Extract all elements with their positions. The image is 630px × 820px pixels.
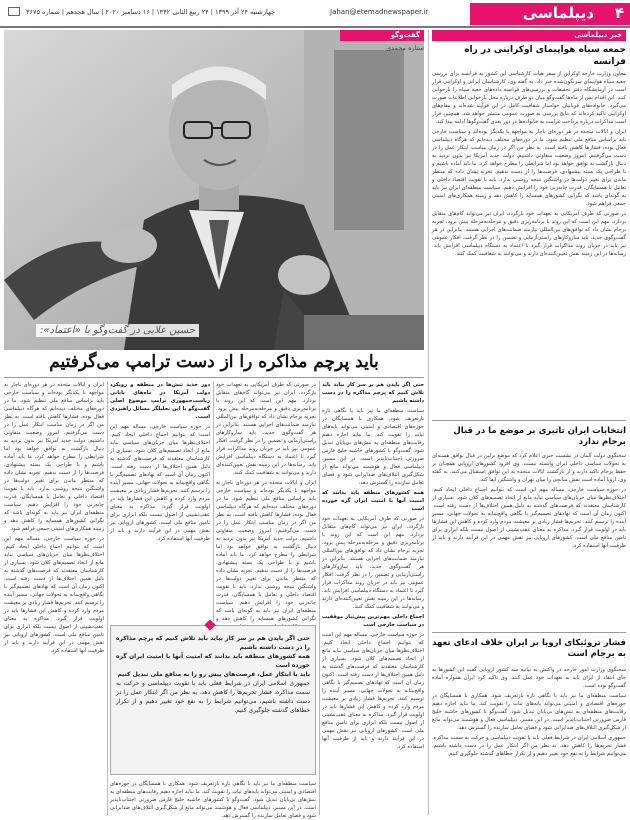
newspaper-logo-icon <box>8 7 20 16</box>
side-story-3-text-c: جمهوری اسلامی ایران در شرایط فعلی باید با تقویت دیپلماسی و حرکت به سمت مذاکره، فشار تحریم‌ها را کاهش دهد. به نظر من اگر ابتکار عمل را در دست داشته باشیم، می‌توانیم شرایط را به نفع خود تغییر دهیم و از تکرار خطاهای گذشته جلوگیری کنیم. <box>432 735 626 757</box>
column-divider <box>107 381 108 815</box>
side-story-2-title: انتخابات ایران تاثیری بر موضع ما در قبال برجام ندارد <box>453 426 626 447</box>
interview-label: گفت‌وگو <box>340 30 424 41</box>
side-story-1-text-b: ایران و ایالات متحده در هر دوره‌ای ناچار به مواجهه با یکدیگر بوده‌اند و سیاست خارجی باید براساس منافع ملی تنظیم شود. ما در دوره‌های مختلف دیده‌ایم که هرگاه دیپلماسی فعال بوده، فشارها کاهش یافته است. به نظر من اگر در زمان مناسب ابتکار عمل را در دست می‌گرفتیم، امروز وضعیت متفاوتی داشتیم. دولت جدید آمریکا نیز بدون تردید به دنبال بازگشت به توافق خواهد بود اما شرایطی را مطرح خواهد کرد. ما باید آماده باشیم و با طراحی یک بسته پیشنهادی، فرصت‌ها را از دست ندهیم. تجربه نشان داده که منتظر ماندن برای تغییر دولت‌ها در واشنگتن نتیجه روشنی ندارد. باید با تقویت اقتصاد داخلی و تعامل با همسایگان، قدرت چانه‌زنی خود را افزایش دهیم. سیاست منطقه‌ای ایران نیز باید به گونه‌ای باشد که نگرانی کشورهای همسایه را کاهش دهد و زمینه همکاری‌های امنیتی جمعی فراهم شود. <box>432 129 626 207</box>
article-text-3b: ایران و ایالات متحده در هر دوره‌ای ناچار به مواجهه با یکدیگر بوده‌اند و سیاست خارجی باید براساس منافع ملی تنظیم شود. ما در دوره‌های مختلف دیده‌ایم که هرگاه دیپلماسی فعال بوده، فشارها کاهش یافته است. به نظر من اگر در زمان مناسب ابتکار عمل را در دست می‌گرفتیم، امروز وضعیت متفاوتی داشتیم. دولت جدید آمریکا نیز بدون تردید به دنبال بازگشت به توافق خواهد بود اما شرایطی را مطرح خواهد کرد. ما باید آماده باشیم و با طراحی یک بسته پیشنهادی، فرصت‌ها را از دست ندهیم. تجربه نشان داده که منتظر ماندن برای تغییر دولت‌ها در واشنگتن نتیجه روشنی ندارد. باید با تقویت اقتصاد داخلی و تعامل با همسایگان، قدرت چانه‌زنی خود را افزایش دهیم. سیاست منطقه‌ای ایران نیز باید به گونه‌ای باشد که نگرانی کشورهای همسایه را کاهش دهد و <box>216 480 316 622</box>
column-divider <box>319 381 320 815</box>
article-column-1 <box>4 381 104 815</box>
header-rule <box>0 26 630 28</box>
section-title: دیپلماسی <box>522 4 594 22</box>
callout-point-3: باید با ابتکار عمل، فرصت‌های پیش رو را به منافع ملی تبدیل کنیم <box>117 671 310 678</box>
side-story-2-text: سخنگوی دولت آلمان در نشست خبری اعلام کرد که موضع برلین در قبال توافق هسته‌ای به تحولات سیاسی داخلی ایران وابسته نیست. وی افزود کشورهای اروپایی همچنان بر حفظ برجام تاکید دارند و از بازگشت ایالات متحده به این توافق استقبال می‌کنند. به گفته وی، اروپا آماده است نقش میانجی را میان تهران و واشنگتن ایفا کند. <box>432 453 626 483</box>
callout-point-2: همه کشورهای منطقه باید بدانند که امنیت آنها با امنیت ایران گره خورده است <box>116 653 310 669</box>
page-header <box>0 0 630 26</box>
article-text-3: در صورتی که طرف آمریکایی به تعهدات خود بازگردد، ایران نیز می‌تواند گام‌های متقابل بردارد. مهم این است که این روند با برنامه‌ریزی دقیق و مرحله‌به‌مرحله پیش برود. تجربه برجام نشان داد که توافق‌های بین‌المللی نیازمند ضمانت‌های اجرایی هستند. بنابراین در هر گفت‌وگوی جدید، باید سازوکارهای راستی‌آزمایی و تضمین را در نظر گرفت. افکار عمومی نیز باید در جریان روند مذاکرات قرار گیرد تا اعتماد به دستگاه دیپلماسی افزایش یابد. رسانه‌ها در این زمینه نقش تعیین‌کننده‌ای دارند و می‌توانند به شفافیت کمک کنند. <box>216 382 316 476</box>
side-rule-2 <box>432 632 626 633</box>
section-band <box>470 3 630 25</box>
highlight-point-1: حتی اگر بایدن هم بر سر کار بیاید باید تلاش کنیم که پرچم مذاکره را در دست داشته باشیم <box>322 382 424 404</box>
article-column-3 <box>216 381 316 621</box>
side-story-1-text-c: در صورتی که طرف آمریکایی به تعهدات خود بازگردد، ایران نیز می‌تواند گام‌های متقابل بردارد. مهم این است که این روند با برنامه‌ریزی دقیق و مرحله‌به‌مرحله پیش برود. تجربه برجام نشان داد که توافق‌های بین‌المللی نیازمند ضمانت‌های اجرایی هستند. بنابراین در هر گفت‌وگوی جدید، باید سازوکارهای راستی‌آزمایی و تضمین را در نظر گرفت. افکار عمومی نیز باید در جریان روند مذاکرات قرار گیرد تا اعتماد به دستگاه دیپلماسی افزایش یابد. رسانه‌ها در این زمینه نقش تعیین‌کننده‌ای دارند و می‌توانند به شفافیت کمک کنند. <box>432 211 626 257</box>
side-story-3-text-b: سیاست منطقه‌ای ما نیز باید با نگاهی تازه بازتعریف شود. همکاری با همسایگان در حوزه‌های اقتصادی و امنیتی می‌تواند پایه‌های ثبات را تقویت کند. ما نباید اجازه دهیم رقابت‌های منطقه‌ای به تنش‌های بی‌پایان تبدیل شود. گفت‌وگو با کشورهای حاشیه خلیج فارس ضرورتی اجتناب‌ناپذیر است. در این مسیر، دیپلماسی فعال و هوشمند می‌تواند مانع از شکل‌گیری ائتلاف‌های ضدایرانی شود و فضای تعامل سازنده را گسترش دهد. <box>432 693 626 731</box>
article-text-1b: در حوزه سیاست خارجی، مساله مهم این است که بتوانیم اجماع داخلی ایجاد کنیم. اختلاف‌نظرها میان جریان‌های سیاسی نباید مانع از اتخاذ تصمیم‌های کلان شود. بسیاری از کارشناسان معتقدند که فرصت‌های گذشته به دلیل همین اختلاف‌ها از دست رفته است. اکنون زمان آن است که نهادهای تصمیم‌گیر با نگاهی واقع‌بینانه به تحولات جهانی، مسیر آینده را ترسیم کنند. تحریم‌ها فشار زیادی بر معیشت مردم وارد کرده و کاهش این فشارها باید در اولویت قرار گیرد. مذاکره به معنای عقب‌نشینی از اصول نیست بلکه ابزاری برای تامین منافع ملی است. کشورهای اروپایی نیز نقش مهمی در این فرآیند دارند و باید از ظرفیت آنها استفاده کرد. <box>4 536 104 654</box>
article-text-4b: در صورتی که طرف آمریکایی به تعهدات خود بازگردد، ایران نیز می‌تواند گام‌های متقابل بردارد. مهم این است که این روند با برنامه‌ریزی دقیق و مرحله‌به‌مرحله پیش برود. تجربه برجام نشان داد که توافق‌های بین‌المللی نیازمند ضمانت‌های اجرایی هستند. بنابراین در هر گفت‌وگوی جدید، باید سازوکارهای راستی‌آزمایی و تضمین را در نظر گرفت. افکار عمومی نیز باید در جریان روند مذاکرات قرار گیرد تا اعتماد به دستگاه دیپلماسی افزایش یابد. رسانه‌ها در این زمینه نقش تعیین‌کننده‌ای دارند و می‌توانند به شفافیت کمک کنند. <box>322 516 424 610</box>
side-story-2-body <box>432 452 626 627</box>
side-story-1-title: جمعه سیاه هواپیمای اوکراینی در راه فرانسه <box>464 45 626 67</box>
side-rule-1 <box>432 420 626 421</box>
issue-info: چهارشنبه ۲۴ آذر ۱۳۹۹ | ۲۴ ربیع الثانی ۱۴۴۲ | ۱۶ دسامبر ۲۰۲۰ | سال هجدهم | شماره ۳۶۷۵ <box>26 8 275 16</box>
side-story-3-body <box>432 666 626 815</box>
interview-photo-image <box>4 30 424 350</box>
side-story-3-text: سخنگوی وزارت امور خارجه در واکنش به بیانیه سه کشور اروپایی گفت این کشورها به جای انتقاد از ایران باید به تعهدات خود عمل کنند. وی تاکید کرد ایران همواره آماده گفت‌وگو بوده است. <box>432 667 626 689</box>
section-email: Jahan@etemadnewspaper.ir <box>330 8 429 16</box>
article-text-4c: در حوزه سیاست خارجی، مساله مهم این است که بتوانیم اجماع داخلی ایجاد کنیم. اختلاف‌نظرها میان جریان‌های سیاسی نباید مانع از اتخاذ تصمیم‌های کلان شود. بسیاری از کارشناسان معتقدند که فرصت‌های گذشته به دلیل همین اختلاف‌ها از دست رفته است. اکنون زمان آن است که نهادهای تصمیم‌گیر با نگاهی واقع‌بینانه به تحولات جهانی، مسیر آینده را ترسیم کنند. تحریم‌ها فشار زیادی بر معیشت مردم وارد کرده و کاهش این فشارها باید در اولویت قرار گیرد. مذاکره به معنای عقب‌نشینی از اصول نیست بلکه ابزاری برای تامین منافع ملی است. کشورهای اروپایی نیز نقش مهمی در این فرآیند دارند و باید از ظرفیت آنها استفاده کرد. <box>322 632 424 750</box>
article-column-2 <box>110 381 210 621</box>
main-headline: باید پرچم مذاکره را از دست ترامپ می‌گرفتیم <box>49 352 379 372</box>
interview-photo <box>4 30 424 350</box>
side-story-1-text: معاون وزارت خارجه اوکراین از سفر هیات کارشناسی این کشور به فرانسه برای بررسی جعبه سیاه هواپیمای سرنگون‌شده خبر داد. به گفته وی، کارشناسان ایرانی و اوکراینی قرار است در آزمایشگاه دفتر تحقیقات و بررسی‌های فرانسه داده‌های جعبه سیاه را بازخوانی کنند. این اقدام پس از ماه‌ها گفت‌وگو میان دو طرف درباره محل بازخوانی اطلاعات صورت می‌گیرد. خانواده‌های قربانیان خواستار شفافیت کامل در این فرآیند شده‌اند و مقام‌های اوکراینی تاکید کرده‌اند که نتایج بررسی به صورت عمومی منتشر خواهد شد. همچنین قرار است مذاکرات درباره پرداخت غرامت به خانواده‌ها در دور بعدی گفت‌وگوها ادامه پیدا کند. <box>432 71 626 125</box>
headline-rule <box>4 377 424 378</box>
callout-point-1: حتی اگر بایدن هم بر سر کار بیاید باید تلاش کنیم که پرچم مذاکره را در دست داشته باشیم <box>116 635 310 651</box>
author-name: ستاره محمدی <box>386 44 424 52</box>
sidebar-label: خبر دیپلماسی <box>432 30 626 41</box>
side-story-1-body <box>432 70 626 415</box>
article-column-4 <box>322 381 424 815</box>
callout-text <box>116 634 310 770</box>
highlight-point-2: همه کشورهای منطقه باید بدانند که امنیت آنها با امنیت ایران گره خورده است <box>322 490 424 512</box>
highlight-point-3: اجماع داخلی مهم‌ترین پیش‌نیاز موفقیت در سیاست خارجی است <box>322 614 424 628</box>
photo-caption: حسین علایی در گفت‌وگو با «اعتماد»: <box>36 324 199 337</box>
article-column-2-tail <box>110 780 316 819</box>
callout-body: جمهوری اسلامی ایران در شرایط فعلی باید با تقویت دیپلماسی و حرکت به سمت مذاکره، فشار تحریم‌ها را کاهش دهد. به نظر من اگر ابتکار عمل را در دست داشته باشیم، می‌توانیم شرایط را به نفع خود تغییر دهیم و از تکرار خطاهای گذشته جلوگیری کنیم. <box>116 680 310 714</box>
article-text-2: در حوزه سیاست خارجی، مساله مهم این است که بتوانیم اجماع داخلی ایجاد کنیم. اختلاف‌نظرها میان جریان‌های سیاسی نباید مانع از اتخاذ تصمیم‌های کلان شود. بسیاری از کارشناسان معتقدند که فرصت‌های گذشته به دلیل همین اختلاف‌ها از دست رفته است. اکنون زمان آن است که نهادهای تصمیم‌گیر با نگاهی واقع‌بینانه به تحولات جهانی، مسیر آینده را ترسیم کنند. تحریم‌ها فشار زیادی بر معیشت مردم وارد کرده و کاهش این فشارها باید در اولویت قرار گیرد. مذاکره به معنای عقب‌نشینی از اصول نیست بلکه ابزاری برای تامین منافع ملی است. کشورهای اروپایی نیز نقش مهمی در این فرآیند دارند و باید از ظرفیت آنها استفاده کرد. <box>110 424 210 542</box>
column-divider <box>213 381 214 621</box>
article-text-1: ایران و ایالات متحده در هر دوره‌ای ناچار به مواجهه با یکدیگر بوده‌اند و سیاست خارجی باید براساس منافع ملی تنظیم شود. ما در دوره‌های مختلف دیده‌ایم که هرگاه دیپلماسی فعال بوده، فشارها کاهش یافته است. به نظر من اگر در زمان مناسب ابتکار عمل را در دست می‌گرفتیم، امروز وضعیت متفاوتی داشتیم. دولت جدید آمریکا نیز بدون تردید به دنبال بازگشت به توافق خواهد بود اما شرایطی را مطرح خواهد کرد. ما باید آماده باشیم و با طراحی یک بسته پیشنهادی، فرصت‌ها را از دست ندهیم. تجربه نشان داده که منتظر ماندن برای تغییر دولت‌ها در واشنگتن نتیجه روشنی ندارد. باید با تقویت اقتصاد داخلی و تعامل با همسایگان، قدرت چانه‌زنی خود را افزایش دهیم. سیاست منطقه‌ای ایران نیز باید به گونه‌ای باشد که نگرانی کشورهای همسایه را کاهش دهد و زمینه همکاری‌های امنیتی جمعی فراهم شود. <box>4 382 104 532</box>
side-story-3-title: فشار تروئیکای اروپا بر ایران خلاف ادعای تعهد به برجام است <box>432 638 626 659</box>
article-text-4: سیاست منطقه‌ای ما نیز باید با نگاهی تازه بازتعریف شود. همکاری با همسایگان در حوزه‌های اقتصادی و امنیتی می‌تواند پایه‌های ثبات را تقویت کند. ما نباید اجازه دهیم رقابت‌های منطقه‌ای به تنش‌های بی‌پایان تبدیل شود. گفت‌وگو با کشورهای حاشیه خلیج فارس ضرورتی اجتناب‌ناپذیر است. در این مسیر، دیپلماسی فعال و هوشمند می‌تواند مانع از شکل‌گیری ائتلاف‌های ضدایرانی شود و فضای تعامل سازنده را گسترش دهد. <box>322 408 424 486</box>
side-story-2-text-b: در حوزه سیاست خارجی، مساله مهم این است که بتوانیم اجماع داخلی ایجاد کنیم. اختلاف‌نظرها میان جریان‌های سیاسی نباید مانع از اتخاذ تصمیم‌های کلان شود. بسیاری از کارشناسان معتقدند که فرصت‌های گذشته به دلیل همین اختلاف‌ها از دست رفته است. اکنون زمان آن است که نهادهای تصمیم‌گیر با نگاهی واقع‌بینانه به تحولات جهانی، مسیر آینده را ترسیم کنند. تحریم‌ها فشار زیادی بر معیشت مردم وارد کرده و کاهش این فشارها باید در اولویت قرار گیرد. مذاکره به معنای عقب‌نشینی از اصول نیست بلکه ابزاری برای تامین منافع ملی است. کشورهای اروپایی نیز نقش مهمی در این فرآیند دارند و باید از ظرفیت آنها استفاده کرد. <box>432 487 626 549</box>
article-lead: دور جدید تنش‌ها در منطقه و رویکرد دولت آمریکا در ماه‌های پایانی ریاست‌جمهوری ترامپ موضوع اصلی گفت‌وگو با این تحلیلگر مسائل راهبردی است. <box>110 382 210 420</box>
sidebar-divider <box>428 30 429 815</box>
page-number: ۴ <box>614 4 624 22</box>
article-text-tail: سیاست منطقه‌ای ما نیز باید با نگاهی تازه بازتعریف شود. همکاری با همسایگان در حوزه‌های اقتصادی و امنیتی می‌تواند پایه‌های ثبات را تقویت کند. ما نباید اجازه دهیم رقابت‌های منطقه‌ای به تنش‌های بی‌پایان تبدیل شود. گفت‌وگو با کشورهای حاشیه خلیج فارس ضرورتی اجتناب‌ناپذیر است. در این مسیر، دیپلماسی فعال و هوشمند می‌تواند مانع از شکل‌گیری ائتلاف‌های ضدایرانی شود و فضای تعامل سازنده را گسترش دهد. <box>110 781 316 819</box>
